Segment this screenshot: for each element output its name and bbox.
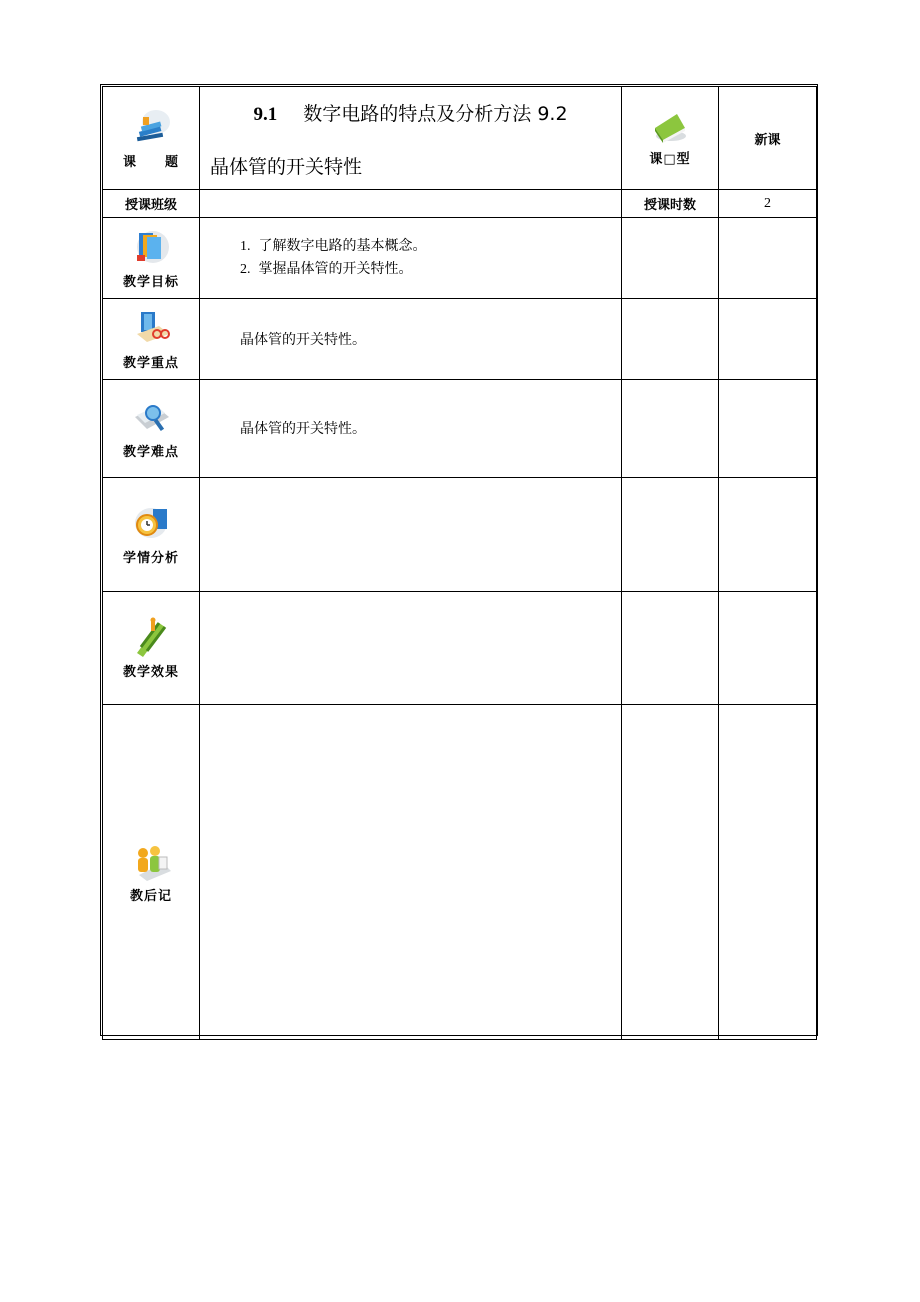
analysis-label: 学情分析 xyxy=(122,551,179,566)
analysis-label-cell xyxy=(103,478,200,592)
reflection-text xyxy=(200,705,622,1040)
topic-title-line1 xyxy=(210,99,611,126)
analysis-row xyxy=(103,478,817,592)
goals-content xyxy=(200,218,622,299)
type-value: 新课 xyxy=(719,87,817,190)
topic-title-line2: 晶体管的开关特性 xyxy=(210,156,363,178)
reflection-extra-1 xyxy=(622,705,719,1040)
key-points-row xyxy=(103,299,817,380)
green-book-icon xyxy=(651,110,689,144)
lesson-plan-table xyxy=(102,86,817,1040)
alarm-clock-icon xyxy=(129,503,173,543)
effect-extra-2 xyxy=(719,592,817,705)
magnifier-icon xyxy=(129,397,173,437)
goal-item xyxy=(240,235,621,258)
reflection-label: 教后记 xyxy=(129,888,172,904)
books-icon xyxy=(129,107,173,147)
topic-label-cell xyxy=(103,87,200,190)
folders-icon xyxy=(129,227,173,267)
effect-label: 教学效果 xyxy=(122,664,179,680)
difficulties-label-cell xyxy=(103,380,200,478)
goal-number: 2. xyxy=(240,262,251,277)
goal-item xyxy=(240,258,621,281)
reflection-label-cell xyxy=(103,705,200,1040)
topic-title-text1: 数字电路的特点及分析方法 9.2 xyxy=(303,103,568,125)
key-points-text: 晶体管的开关特性。 xyxy=(200,299,622,380)
type-label: 课□型 xyxy=(649,151,691,167)
goal-text: 掌握晶体管的开关特性。 xyxy=(258,261,413,277)
reflection-row xyxy=(103,705,817,1040)
class-value xyxy=(200,190,622,218)
type-label-cell xyxy=(622,87,719,190)
key-points-extra-2 xyxy=(719,299,817,380)
goals-list xyxy=(240,235,621,281)
goals-extra-1 xyxy=(622,218,719,299)
goals-label-cell xyxy=(103,218,200,299)
goal-number: 1. xyxy=(240,239,251,254)
difficulties-extra-1 xyxy=(622,380,719,478)
class-row xyxy=(103,190,817,218)
effect-extra-1 xyxy=(622,592,719,705)
difficulties-label: 教学难点 xyxy=(122,445,179,460)
analysis-text xyxy=(200,478,622,592)
goal-text: 了解数字电路的基本概念。 xyxy=(258,238,427,254)
effect-text xyxy=(200,592,622,705)
hours-label: 授课时数 xyxy=(622,190,719,218)
key-points-label-cell xyxy=(103,299,200,380)
goals-extra-2 xyxy=(719,218,817,299)
goals-row xyxy=(103,218,817,299)
ladder-icon xyxy=(129,617,173,657)
effect-row xyxy=(103,592,817,705)
key-points-extra-1 xyxy=(622,299,719,380)
effect-label-cell xyxy=(103,592,200,705)
topic-row xyxy=(103,87,817,190)
hours-value: 2 xyxy=(719,190,817,218)
key-points-label: 教学重点 xyxy=(122,355,179,371)
difficulties-row xyxy=(103,380,817,478)
topic-number: 9.1 xyxy=(253,104,278,125)
goals-label: 教学目标 xyxy=(122,274,179,290)
analysis-extra-2 xyxy=(719,478,817,592)
topic-label: 课 题 xyxy=(122,154,179,170)
analysis-extra-1 xyxy=(622,478,719,592)
difficulties-extra-2 xyxy=(719,380,817,478)
reflection-extra-2 xyxy=(719,705,817,1040)
difficulties-text: 晶体管的开关特性。 xyxy=(200,380,622,478)
book-glasses-icon xyxy=(129,308,173,348)
class-label: 授课班级 xyxy=(103,190,200,218)
topic-title-cell xyxy=(200,87,622,190)
people-icon xyxy=(129,841,173,881)
